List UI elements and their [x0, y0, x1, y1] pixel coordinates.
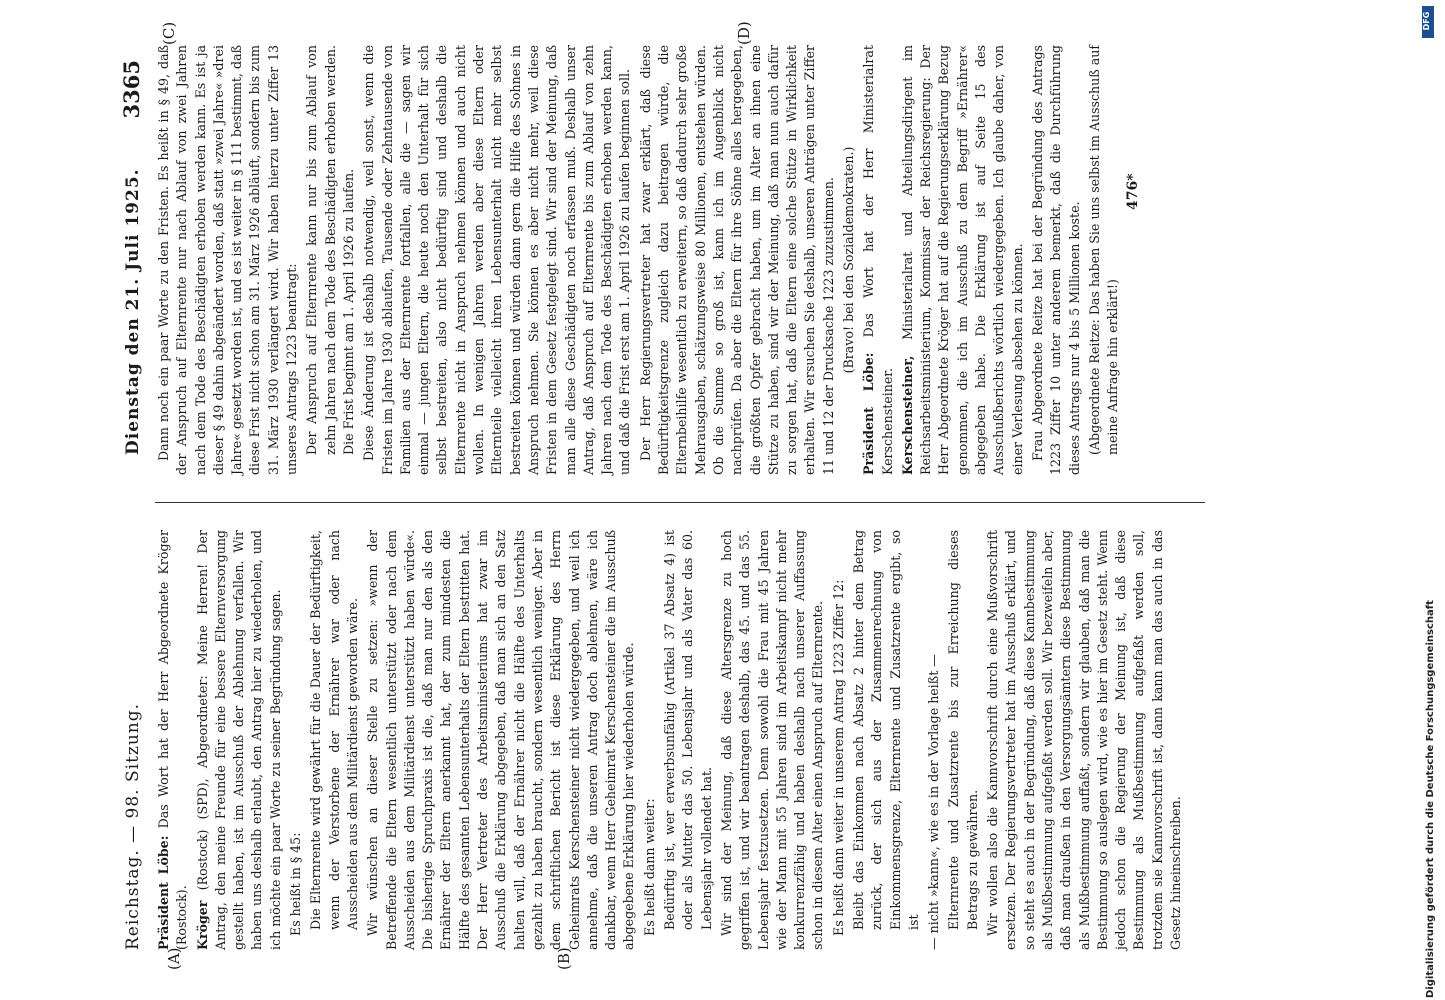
paragraph	[307, 530, 362, 950]
paragraph-text: Es heißt in § 45:	[288, 832, 304, 936]
right-column	[155, 45, 1124, 475]
paragraph-text: Der Herr Regierungsvertreter hat zwar erklärt, daß diese Bedürftigkeitsgrenze zugleich dazu beitragen würde, die Elternbeihilfe wesentlich zu erweitern, so daß dadurch sehr große Mehrausgaben, schätzungsweise 80 Millionen, entstehen würden. Ob die Summe so groß ist, kann ich im Augenblick nicht nachprüfen. Da aber die Eltern für ihre Söhne alles hergegeben, die größten Opfer gebracht haben, um im Alter an ihnen eine Stütze zu haben, sind wir der Meinung, daß man nun auch dafür zu sorgen hat, daß die Eltern eine solche Stütze in Wirklichkeit erhalten. Wir ersuchen Sie deshalb, unseren Anträgen unter Ziffer 11 und 12 der Drucksache 1223 zuzustimmen.	[637, 45, 836, 475]
paragraph	[661, 530, 716, 950]
paragraph-text: Das Wort hat der Herr Abgeordnete Kröger (Rostock).	[156, 530, 190, 950]
paragraph-text: Die Elternrente wird gewährt für die Dauer der Bedürftigkeit, wenn der Verstorbene der Ernährer war oder nach Ausscheiden aus dem Militärdienst geworden wäre.	[308, 530, 360, 930]
paragraph-text: — nicht »kann«, wie es in der Vorlage heißt —	[926, 654, 942, 950]
paragraph-text: Es heißt dann weiter:	[641, 798, 657, 936]
margin-marker-c: (C)	[160, 21, 178, 45]
dfg-logo-text: DFG	[1422, 11, 1431, 31]
paragraph	[155, 530, 192, 950]
left-column	[155, 530, 1187, 950]
paragraph	[194, 530, 285, 950]
paragraph-text: Wir wollen also die Kannvorschrift durch eine Mußvorschrift ersetzen. Der Regierungsvertreter hat im Ausschuß erklärt, und so steht es auch in der Begründung, daß diese Kannbestimmung als Mußbestimmung aufgefaßt werden soll. Wir bezweifeln aber, daß man draußen in den Versorgungsämtern diese Bestimmung als Mußbestimmung auffaßt, sondern wir glauben, daß man die Bestimmung so auslegen wird, wie es hier im Gesetz steht. Wenn jedoch schon die Regierung der Meinung ist, daß diese Bestimmung als Mußbestimmung aufgefaßt werden soll, trotzdem sie Kannvorschrift ist, dann kann man das auch in das Gesetz hineinschreiben.	[985, 530, 1184, 950]
paragraph	[1029, 45, 1084, 475]
sidebar-credit: Digitalisierung gefördert durch die Deutsche Forschungsgemeinschaft	[1425, 600, 1436, 998]
paragraph	[925, 530, 943, 950]
paragraph-text: Ministerialrat und Abteilungsdirigent im Reichsarbeitsministerium, Kommissar der Reichsregierung: Der Herr Abgeordnete Kröger hat auf die Regierungserklärung Bezug genommen, die ich im Ausschuß zu dem Begriff »Ernährer« abgegeben habe. Die Erklärung ist auf Seite 15 des Ausschußberichts wörtlich wiedergegeben. Ich glaube daher, von einer Verlesung absehen zu können.	[899, 45, 1025, 475]
paragraph	[984, 530, 1185, 950]
paragraph-text: Wir wünschen an dieser Stelle zu setzen: »wenn der Betreffende die Eltern wesentlich unterstützt oder nach dem Ausscheiden aus dem Militärdienst unterstützt haben würde«. Die bisherige Spruchpraxis ist die, daß man nur den als den Ernährer der Eltern anerkannt hat, der zum mindesten die Hälfte des gesamten Lebensunterhalts der Eltern bestritten hat. Der Herr Vertreter des Arbeitsministeriums hat zwar im Ausschuß die Erklärung abgegeben, daß man sich an den Satz halten will, daß der Ernährer nicht die Hälfte des Unterhalts gezahlt zu haben braucht, sondern wesentlich weniger. Aber in dem schriftlichen Bericht ist diese Erklärung des Herrn Geheimrats Kerschensteiner nicht wiedergegeben, und weil ich annehme, daß die unseren Antrag doch ablehnen, wäre ich dankbar, wenn Herr Geheimrat Kerschensteiner die im Ausschuß abgegebene Erklärung hier wiederholen würde.	[365, 530, 637, 950]
paragraph	[303, 45, 358, 475]
paragraph-text: (Rostock) (SPD), Abgeordneter: Meine Herren! Der Antrag, den meine Freunde für eine bessere Elternversorgung gestellt haben, ist im Ausschuß der Ablehnung verfallen. Wir haben uns deshalb erlaubt, den Antrag hier zu wiederholen, und ich möchte ein paar Worte zu seiner Begründung sagen.	[194, 530, 283, 950]
document-page	[115, 21, 1315, 970]
column-divider	[155, 502, 1205, 503]
dfg-logo	[1422, 6, 1434, 38]
speaker-name: Präsident Löbe:	[156, 835, 171, 950]
paragraph	[718, 530, 828, 950]
margin-marker-b: (B)	[555, 947, 573, 970]
paragraph	[860, 45, 897, 475]
paragraph-text: Bleibt das Einkommen nach Absatz 2 hinter dem Betrag zurück, der sich aus der Zusammenrechnung von Einkommensgrenze, Elternrente und Zusatzrente ergibt, so ist	[850, 530, 921, 930]
paragraph	[155, 45, 301, 475]
paragraph-text: Dann noch ein paar Worte zu den Fristen. Es heißt in § 49, daß der Anspruch auf Elternrente nur nach Ablauf von zwei Jahren nach dem Tode des Beschädigten erhoben werden kann. Es ist ja dieser § 49 dahin abgeändert worden, daß statt »zwei Jahre« »drei Jahre« gesetzt worden ist, und es ist weiter in § 111 bestimmt, daß diese Frist nicht schon am 31. März 1926 abläuft, sondern bis zum 31. März 1930 verlängert wird. Wir haben hierzu unter Ziffer 13 unseres Antrags 1223 beantragt:	[156, 45, 300, 475]
paragraph	[945, 530, 982, 950]
paragraph	[641, 530, 659, 950]
paragraph-text: Bedürftig ist, wer erwerbsunfähig (Artikel 37 Absatz 4) ist oder als Mutter das 50. Lebensjahr und als Vater das 60. Lebensjahr vollendet hat.	[662, 530, 714, 930]
margin-marker-d: (D)	[735, 21, 753, 45]
header-date: Dienstag den 21. Juli 1925.	[123, 168, 143, 455]
page-header	[115, 50, 145, 950]
paragraph	[287, 530, 305, 950]
margin-marker-a: (A)	[165, 947, 183, 970]
paragraph	[899, 45, 1027, 475]
speaker-name: Kröger	[194, 900, 210, 950]
paragraph	[364, 530, 638, 950]
paragraph	[637, 45, 838, 475]
paragraph-text: Diese Änderung ist deshalb notwendig, weil sonst, wenn die Fristen im Jahre 1930 ablaufen, Tausende oder Zehntausende von Familien aus der Elternrente fortfallen, alle die — sagen wir einmal — jungen Eltern, die heute noch den Unterhalt für sich selbst bestreiten, also nicht bedürftig sind und deshalb die Elternrente nicht in Anspruch nehmen können und auch nicht wollen. In wenigen Jahren werden aber diese Eltern oder Elternteile vielleicht ihren Lebensunterhalt nicht mehr selbst bestreiten können und würden dann gern die Hilfe des Sohnes in Anspruch nehmen. Sie können es aber nicht mehr, weil diese Fristen in dem Gesetz festgelegt sind. Wir sind der Meinung, daß man alle diese Geschädigten noch erfassen muß. Deshalb unser Antrag, daß Anspruch auf Elternrente bis zum Ablauf von zehn Jahren nach dem Tode des Beschädigten erhoben werden kann, und daß die Frist erst am 1. April 1926 zu laufen beginnen soll.	[361, 45, 633, 475]
paragraph	[830, 530, 848, 950]
speaker-name: Präsident Löbe:	[861, 352, 877, 475]
page-footer-mark: 476*	[1125, 173, 1141, 210]
paragraph-text: (Abgeordnete Reitze: Das haben Sie uns selbst im Ausschuß auf meine Anfrage hin erklärt!)	[1086, 45, 1121, 455]
paragraph-text: Der Anspruch auf Elternrente kann nur bis zum Ablauf von zehn Jahren nach dem Tode des Beschädigten erhoben werden. Die Frist beginnt am 1. April 1926 zu laufen.	[304, 45, 356, 455]
paragraph	[850, 530, 923, 950]
paragraph-text: Wir sind der Meinung, daß diese Altersgrenze zu hoch gegriffen ist, und wir beantragen deshalb, das 45. und das 55. Lebensjahr festzusetzen. Denn sowohl die Frau mit 45 Jahren wie der Mann mit 55 Jahren sind im Arbeitskampf nicht mehr konkurrenzfähig und haben deshalb nach unserer Auffassung schon in diesem Alter einen Anspruch auf Elternrente.	[718, 530, 826, 950]
paragraph-text: Elternrente und Zusatzrente bis zur Erreichung dieses Betrags zu gewähren.	[946, 530, 980, 930]
paragraph-text: (Bravo! bei den Sozialdemokraten.)	[840, 146, 856, 374]
header-session: Reichstag. — 98. Sitzung.	[123, 702, 143, 950]
digitization-sidebar	[1425, 8, 1445, 998]
paragraph-text: Das Wort hat der Herr Ministerialrat Kerschensteiner.	[861, 45, 895, 475]
paragraph	[840, 45, 858, 475]
speaker-name: Kerschensteiner,	[899, 355, 915, 475]
paragraph-text: Es heißt dann weiter in unserem Antrag 1223 Ziffer 12:	[830, 579, 846, 936]
page-number: 3365	[119, 60, 144, 119]
paragraph	[1086, 45, 1123, 475]
paragraph-text: Frau Abgeordnete Reitze hat bei der Begründung des Antrags 1223 Ziffer 10 unter anderem bemerkt, daß die Durchführung dieses Antrags nur 4 bis 5 Millionen koste.	[1029, 45, 1082, 475]
paragraph	[360, 45, 634, 475]
